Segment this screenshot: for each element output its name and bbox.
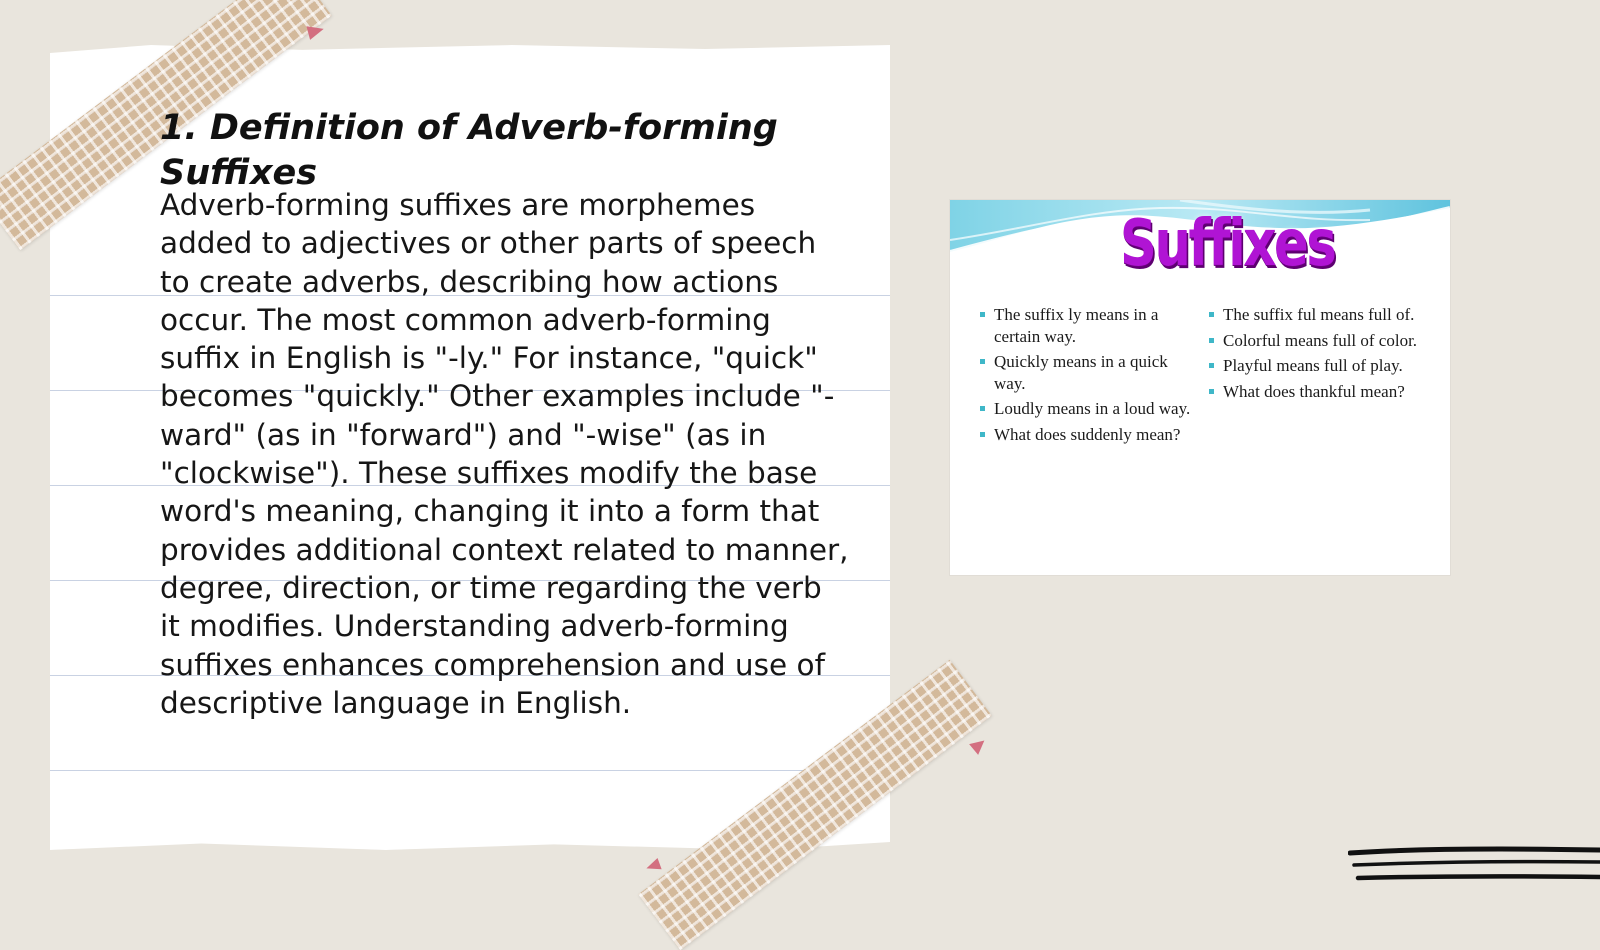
bullet-icon [980, 312, 985, 317]
pin-accent [306, 22, 325, 40]
bullet-icon [980, 406, 985, 411]
list-item: Quickly means in a quick way. [980, 351, 1195, 394]
brush-stroke-decoration [1348, 843, 1600, 893]
list-item: Playful means full of play. [1209, 355, 1424, 377]
definition-paragraph: Adverb-forming suffixes are morphemes added to adjectives or other parts of speech to create adverbs, describing how actions occur. The most common adverb-forming suffix in English is "-ly." For instance, "quick" becomes "quickly." Other examples include "-ward" (as in "forward") and "-wise" (as in "clockwise"). These suffixes modify the base word's meaning, changing it into a form that provides additional context related to manner, degree, direction, or time regarding the verb it modifies. Understanding adverb-forming suffixes enhances comprehension and use of descriptive language in English. [160, 188, 849, 720]
bullet-icon [1209, 389, 1214, 394]
list-item: The suffix ly means in a certain way. [980, 304, 1195, 347]
bullet-icon [980, 359, 985, 364]
pin-accent [644, 858, 661, 874]
list-item: What does thankful mean? [1209, 381, 1424, 403]
list-item: The suffix ful means full of. [1209, 304, 1424, 326]
paper-rule-line [50, 770, 890, 771]
right-bullet-list [1209, 304, 1424, 406]
bullet-icon [1209, 312, 1214, 317]
list-item: Loudly means in a loud way. [980, 398, 1195, 420]
slide-title: 1. Definition of Adverb-forming Suffixes [160, 108, 778, 193]
pin-accent [969, 735, 989, 755]
list-item: What does suddenly mean? [980, 424, 1195, 446]
suffixes-slide-image [950, 200, 1450, 575]
bullet-icon [1209, 363, 1214, 368]
list-item: Colorful means full of color. [1209, 330, 1424, 352]
bullet-icon [980, 432, 985, 437]
left-bullet-list [980, 304, 1195, 449]
suffixes-heading: Suffixes [1120, 207, 1335, 281]
bullet-icon [1209, 338, 1214, 343]
